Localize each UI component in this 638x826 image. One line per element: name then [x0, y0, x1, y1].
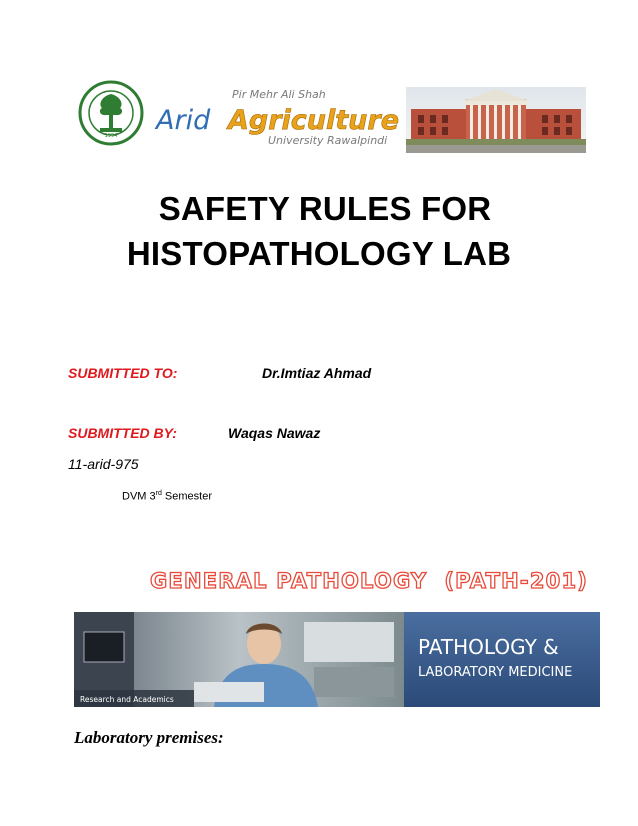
- semester-word: Semester: [164, 490, 212, 503]
- program-name: DVM 3: [122, 490, 156, 503]
- submitted-to-value: Dr.Imtiaz Ahmad: [262, 365, 372, 381]
- semester-superscript: rd: [155, 490, 162, 497]
- banner-heading-line2: LABORATORY MEDICINE: [418, 665, 573, 680]
- university-seal-logo: [78, 80, 144, 146]
- banner-heading-line1: PATHOLOGY &: [418, 635, 559, 659]
- seal-year: 1994: [104, 133, 118, 139]
- university-wordmark: [150, 84, 400, 154]
- campus-building-photo: [406, 87, 586, 153]
- document-title-line1: SAFETY RULES FOR: [158, 190, 492, 227]
- pathology-lab-banner-image: [74, 612, 600, 707]
- submitted-to-label: SUBMITTED TO:: [68, 365, 178, 381]
- university-agriculture: Agriculture: [228, 105, 400, 136]
- course-title-text: GENERAL PATHOLOGY (PATH-201): [150, 569, 589, 593]
- section-heading: Laboratory premises:: [74, 728, 224, 747]
- submitted-by-value: Waqas Nawaz: [228, 425, 321, 441]
- university-line1: Pir Mehr Ali Shah: [232, 88, 326, 101]
- banner-caption: Research and Academics: [80, 695, 174, 704]
- submitted-by-label: SUBMITTED BY:: [68, 425, 177, 441]
- semester-line: [122, 490, 212, 503]
- university-arid: Arid: [156, 105, 211, 136]
- document-title-line2: HISTOPATHOLOGY LAB: [126, 235, 512, 272]
- university-line3: University Rawalpindi: [268, 134, 388, 147]
- roll-number: 11-arid-975: [68, 456, 139, 472]
- course-title: [150, 569, 588, 593]
